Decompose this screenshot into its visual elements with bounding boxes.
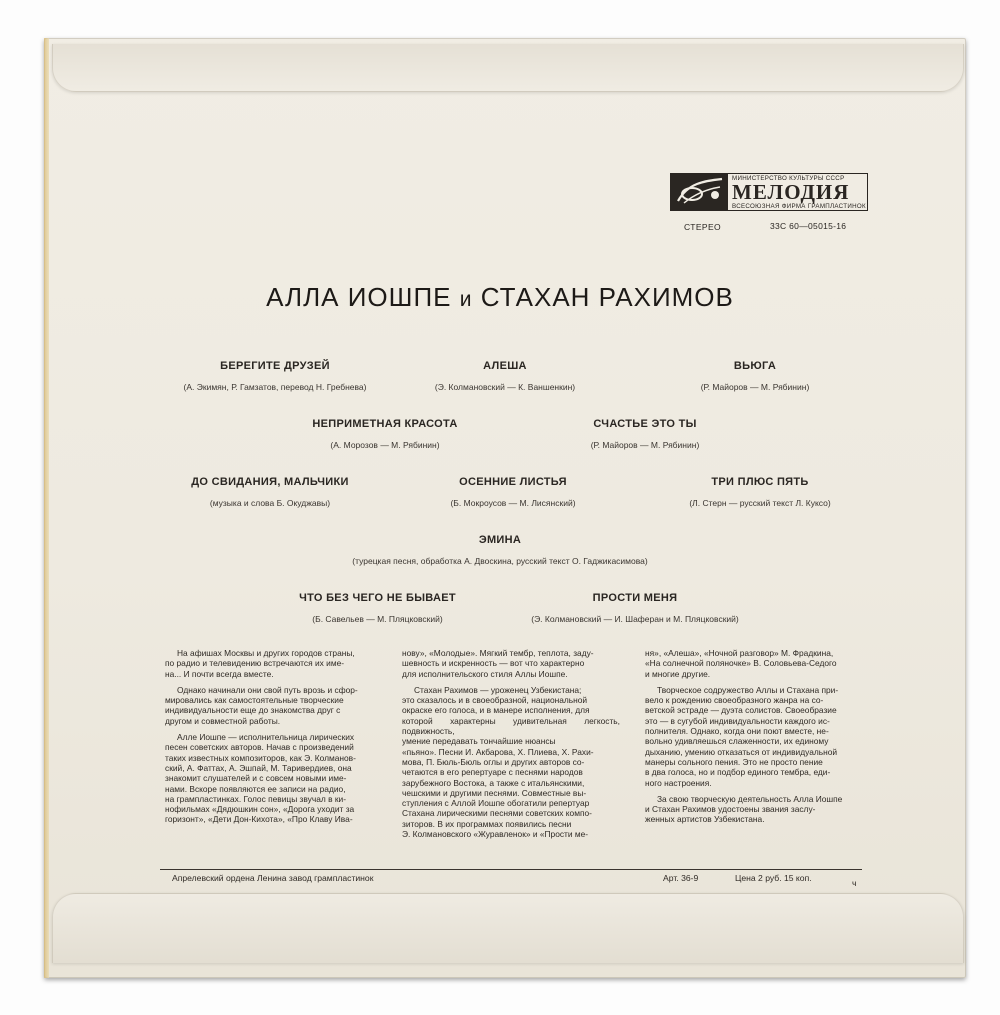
song-credit: (Э. Колмановский — И. Шаферан и М. Пляцковский) [531, 614, 739, 624]
song-5 [570, 418, 720, 450]
song-credit: (Р. Майоров — М. Рябинин) [700, 382, 810, 392]
bio-paragraph: Алле Иошпе — исполнительница лирических песен советских авторов. Начав с произведений таких известных композиторов, как Э. Колманов- ский, А. Фаттах, А. Эшпай, М. Таривердиев, она знакомит слушателей и с совсем новыми име- нами. Вскоре появляются ее записи на радио, на грампластинках. Голос певицы звучал в ки- нофильмах «Дядюшкин сон», «Дорога уходит за горизонт», «Дети Дон-Кихота», «Про Клаву Ива- [165, 732, 356, 825]
song-6 [180, 476, 360, 508]
catalog-number: 33С 60—05015-16 [770, 221, 847, 231]
song-2 [420, 360, 590, 392]
song-credit: (Б. Савельев — М. Пляцковский) [312, 614, 443, 624]
song-title: АЛЕША [483, 360, 527, 372]
sleeve-left-edge [44, 38, 49, 978]
song-credit: (Л. Стерн — русский текст Л. Куксо) [689, 498, 831, 508]
song-1 [160, 360, 390, 392]
song-credit: (А. Морозов — М. Рябинин) [330, 440, 440, 450]
song-credit: (турецкая песня, обработка А. Двоскина, русский текст О. Гаджикасимова) [352, 556, 648, 566]
song-title: ОСЕННИЕ ЛИСТЬЯ [459, 476, 567, 488]
song-4 [300, 418, 470, 450]
song-credit: (А. Экимян, Р. Гамзатов, перевод Н. Гребнева) [183, 382, 367, 392]
logo-company-text: ВСЕСОЮЗНАЯ ФИРМА ГРАМПЛАСТИНОК [732, 203, 866, 210]
bio-column-3 [645, 648, 863, 831]
sleeve-top-flap [52, 44, 964, 92]
song-title: НЕПРИМЕТНАЯ КРАСОТА [312, 418, 458, 430]
song-title: ТРИ ПЛЮС ПЯТЬ [711, 476, 809, 488]
song-11 [505, 592, 765, 624]
price-label: Цена 2 руб. 15 коп. [735, 873, 812, 883]
bio-paragraph: Однако начинали они свой путь врозь и сфор- мировались как самостоятельные творческие индивидуальности еще до знакомства друг с другом и совместной работы. [165, 684, 358, 726]
song-title: ЭМИНА [478, 534, 522, 546]
song-credit: (Б. Мокроусов — М. Лисянский) [450, 498, 576, 508]
song-credit: (Э. Колмановский — К. Ваншенкин) [434, 382, 576, 392]
song-title: ЧТО БЕЗ ЧЕГО НЕ БЫВАЕТ [299, 592, 456, 604]
print-mark: ч [852, 878, 857, 888]
title-artist-1: АЛЛА ИОШПЕ [266, 282, 452, 312]
melodiya-logo [670, 172, 870, 214]
factory-name: Апрелевский ордена Ленина завод грампластинок [172, 873, 374, 883]
bio-paragraph: Стахан Рахимов — уроженец Узбекистана; это сказалось и в своеобразной, национальной окраске его голоса, и в манере исполнения, для которой характерны удивительная легкость, подвижность, умение передавать тончайшие нюансы «пьяно». Песни И. Акбарова, Х. Плиева, Х. Рахи- мова, П. Бюль-Бюль оглы и других авторов со- четаются в его репертуаре с песнями народов зарубежного Востока, а также с итальянскими, чешскими и другими песнями. Совместные вы- ступления с Аллой Иошпе обогатили репертуар Стахана лирическими песнями советских компо- зиторов. В их программах появились песни Э. Колмановского «Журавленок» и «Прости ме- [402, 684, 620, 840]
song-7 [428, 476, 598, 508]
song-title: ДО СВИДАНИЯ, МАЛЬЧИКИ [191, 476, 349, 488]
song-10 [290, 592, 465, 624]
album-title [0, 282, 1000, 313]
song-title: СЧАСТЬЕ ЭТО ТЫ [593, 418, 697, 430]
bio-paragraph: На афишах Москвы и других городов страны, по радио и телевидению встречаются их име- на... И почти всегда вместе. [165, 648, 355, 679]
footer-divider [160, 869, 862, 870]
bio-paragraph: нову», «Молодые». Мягкий тембр, теплота, заду- шевность и искренность — вот что характерно для исполнительского стиля Аллы Иошпе. [402, 648, 594, 679]
logo-ministry-text: МИНИСТЕРСТВО КУЛЬТУРЫ СССР [732, 175, 845, 182]
song-3 [680, 360, 830, 392]
song-8 [660, 476, 860, 508]
song-credit: (Р. Майоров — М. Рябинин) [590, 440, 700, 450]
stereo-label: СТЕРЕО [684, 222, 722, 232]
bio-paragraph: За свою творческую деятельность Алла Иошпе и Стахан Рахимов удостоены звания заслу- женных артистов Узбекистана. [645, 793, 843, 825]
song-credit: (музыка и слова Б. Окуджавы) [209, 498, 331, 508]
song-title: БЕРЕГИТЕ ДРУЗЕЙ [220, 360, 330, 372]
song-9 [330, 534, 670, 566]
title-conjunction: и [459, 288, 473, 311]
bio-paragraph: Творческое содружество Аллы и Стахана при- вело к рождению своеобразного жанра на со- ветской эстраде — дуэта солистов. Своеобразие это — в сугубой индивидуальности каждого ис- полнителя. Однако, когда они поют вместе, не- вольно удивляешься слаженности, их единому дыханию, умению отказаться от индивидуальной манеры сольного пения. Это не просто пение в два голоса, но и подбор единого тембра, еди- ного настроения. [645, 684, 839, 788]
sleeve-bottom-flap [52, 893, 964, 963]
article-number: Арт. 36-9 [663, 873, 699, 883]
melodiya-emblem-icon [670, 173, 728, 211]
bio-paragraph: ня», «Алеша», «Ночной разговор» М. Фрадкина, «На солнечной поляночке» В. Соловьева-Седого и многие другие. [645, 648, 837, 679]
logo-brand-name: МЕЛОДИЯ [732, 180, 850, 204]
title-artist-2: СТАХАН РАХИМОВ [480, 282, 734, 312]
bio-column-2 [402, 648, 620, 845]
song-title: ПРОСТИ МЕНЯ [592, 592, 678, 604]
bio-column-1 [165, 648, 383, 831]
song-title: ВЬЮГА [733, 360, 777, 372]
